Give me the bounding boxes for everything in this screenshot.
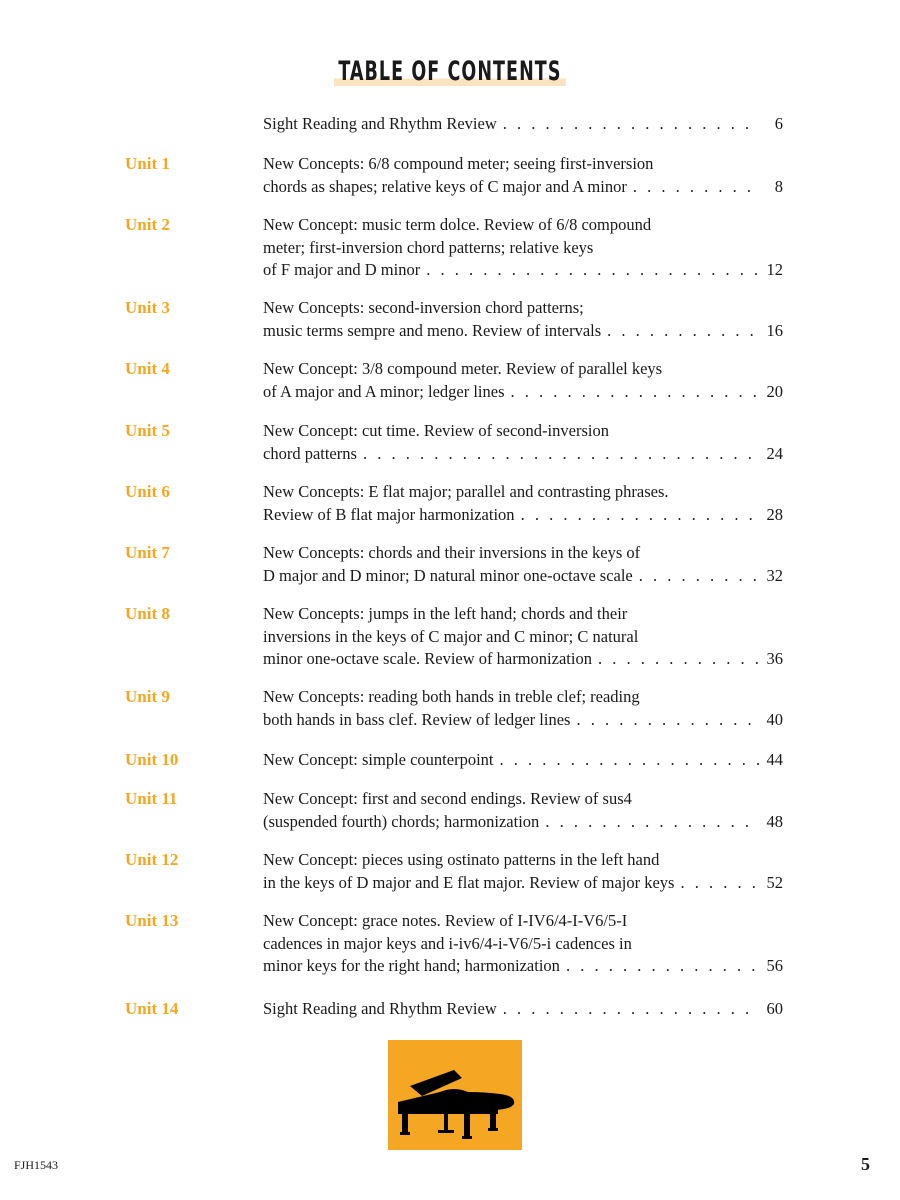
page-title: TABLE OF CONTENTS <box>0 56 900 87</box>
unit-label: Unit 3 <box>125 298 170 317</box>
line-text: New Concepts: second-inversion chord patterns; <box>263 298 584 317</box>
page-reference: 52 <box>766 872 783 892</box>
line-text: (suspended fourth) chords; harmonization <box>263 811 540 831</box>
description-line <box>263 849 783 872</box>
line-text: New Concept: music term dolce. Review of 6/8 compound <box>263 215 652 234</box>
line-text: New Concepts: E flat major; parallel and contrasting phrases. <box>263 482 669 501</box>
description-line <box>263 504 783 527</box>
unit-label: Unit 4 <box>125 359 170 378</box>
dot-leader <box>500 749 760 772</box>
description-line <box>263 214 783 237</box>
description-line <box>263 933 783 956</box>
page-reference: 48 <box>766 811 783 831</box>
entry-description <box>263 420 783 465</box>
line-text: New Concept: pieces using ostinato patterns in the left hand <box>263 850 660 869</box>
description-line <box>263 259 783 282</box>
description-line <box>263 153 783 176</box>
line-text: minor keys for the right hand; harmonization <box>263 956 560 975</box>
description-line <box>263 603 783 626</box>
description-line <box>263 176 783 199</box>
line-text: New Concept: 3/8 compound meter. Review of parallel keys <box>263 359 663 378</box>
line-text: inversions in the keys of C major and C minor; C natural <box>263 626 639 646</box>
line-text: New Concept: first and second endings. Review of sus4 <box>263 789 632 808</box>
page-reference: 28 <box>766 504 783 524</box>
description-line <box>263 565 783 588</box>
page-reference: 60 <box>766 999 783 1018</box>
page-reference: 20 <box>766 381 783 401</box>
entry-description <box>263 214 783 282</box>
line-text: music terms sempre and meno. Review of intervals <box>263 320 602 340</box>
publication-code: FJH1543 <box>14 1158 59 1172</box>
dot-leader <box>545 811 759 834</box>
description-line <box>263 749 783 772</box>
description-line <box>263 788 783 811</box>
description-line <box>263 381 783 404</box>
entry-description <box>263 849 783 894</box>
dot-leader <box>598 648 759 671</box>
entry-description <box>263 297 783 342</box>
description-line <box>263 955 783 978</box>
page-reference: 32 <box>766 565 783 585</box>
dot-leader <box>566 955 759 978</box>
description-line <box>263 237 783 260</box>
line-text: meter; first-inversion chord patterns; relative keys <box>263 237 594 257</box>
page-reference: 6 <box>774 114 783 133</box>
dot-leader <box>576 709 759 732</box>
unit-label: Unit 5 <box>125 421 170 440</box>
unit-label: Unit 14 <box>125 999 179 1018</box>
dot-leader <box>511 381 759 404</box>
line-text: New Concept: grace notes. Review of I-IV6/4-I-V6/5-I <box>263 911 628 930</box>
line-text: New Concepts: reading both hands in treble clef; reading <box>263 687 640 706</box>
entry-description <box>263 788 783 833</box>
line-text: chords as shapes; relative keys of C major and A minor <box>263 176 627 196</box>
dot-leader <box>503 998 759 1021</box>
line-text: in the keys of D major and E flat major. Review of major keys <box>263 872 675 892</box>
line-text: of F major and D minor <box>263 260 421 279</box>
description-line <box>263 320 783 343</box>
page-reference: 16 <box>766 320 783 340</box>
page-number: 5 <box>861 1154 870 1174</box>
line-text: both hands in bass clef. Review of ledger lines <box>263 709 571 729</box>
line-text: New Concept: simple counterpoint <box>263 750 494 769</box>
description-line <box>263 542 783 565</box>
description-line <box>263 420 783 443</box>
entry-description <box>263 910 783 978</box>
description-line <box>263 481 783 504</box>
page-reference: 8 <box>774 176 783 196</box>
page-reference: 12 <box>766 260 783 279</box>
description-line <box>263 113 783 136</box>
entry-description <box>263 998 783 1021</box>
entry-description <box>263 113 783 136</box>
description-line <box>263 709 783 732</box>
page-reference: 44 <box>766 750 783 769</box>
dot-leader <box>503 113 759 136</box>
line-text: chord patterns <box>263 443 357 463</box>
unit-label: Unit 9 <box>125 687 170 706</box>
page-reference: 36 <box>766 649 783 668</box>
unit-label: Unit 8 <box>125 604 170 623</box>
entry-description <box>263 749 783 772</box>
line-text: cadences in major keys and i-iv6/4-i-V6/5-i cadences in <box>263 933 632 953</box>
page-reference: 24 <box>766 443 783 463</box>
unit-label: Unit 1 <box>125 154 170 173</box>
dot-leader <box>639 565 759 588</box>
dot-leader <box>607 320 759 343</box>
dot-leader <box>363 443 759 466</box>
line-text: New Concepts: jumps in the left hand; chords and their <box>263 604 628 623</box>
unit-label: Unit 2 <box>125 215 170 234</box>
entry-description <box>263 686 783 731</box>
unit-label: Unit 7 <box>125 543 170 562</box>
description-line <box>263 998 783 1021</box>
description-line <box>263 872 783 895</box>
line-text: New Concepts: chords and their inversions in the keys of <box>263 543 641 562</box>
line-text: of A major and A minor; ledger lines <box>263 381 505 401</box>
description-line <box>263 297 783 320</box>
line-text: Sight Reading and Rhythm Review <box>263 999 497 1018</box>
grand-piano-icon <box>388 1040 522 1150</box>
piano-illustration <box>388 1040 522 1150</box>
entry-description <box>263 542 783 587</box>
description-line <box>263 686 783 709</box>
dot-leader <box>680 872 759 895</box>
unit-label: Unit 11 <box>125 789 178 808</box>
entry-description <box>263 358 783 403</box>
dot-leader <box>633 176 759 199</box>
description-line <box>263 910 783 933</box>
dot-leader <box>521 504 759 527</box>
line-text: D major and D minor; D natural minor one-octave scale <box>263 565 633 585</box>
line-text: New Concept: cut time. Review of second-inversion <box>263 421 609 440</box>
page-reference: 56 <box>766 956 783 975</box>
description-line <box>263 626 783 649</box>
line-text: Sight Reading and Rhythm Review <box>263 114 497 133</box>
entry-description <box>263 481 783 526</box>
dot-leader <box>426 259 759 282</box>
entry-description <box>263 603 783 671</box>
description-line <box>263 358 783 381</box>
unit-label: Unit 10 <box>125 750 179 769</box>
entry-description <box>263 153 783 198</box>
line-text: minor one-octave scale. Review of harmonization <box>263 649 592 668</box>
line-text: New Concepts: 6/8 compound meter; seeing first-inversion <box>263 154 654 173</box>
description-line <box>263 811 783 834</box>
unit-label: Unit 12 <box>125 850 179 869</box>
unit-label: Unit 13 <box>125 911 179 930</box>
page-reference: 40 <box>766 709 783 729</box>
line-text: Review of B flat major harmonization <box>263 504 515 524</box>
unit-label: Unit 6 <box>125 482 170 501</box>
description-line <box>263 648 783 671</box>
description-line <box>263 443 783 466</box>
